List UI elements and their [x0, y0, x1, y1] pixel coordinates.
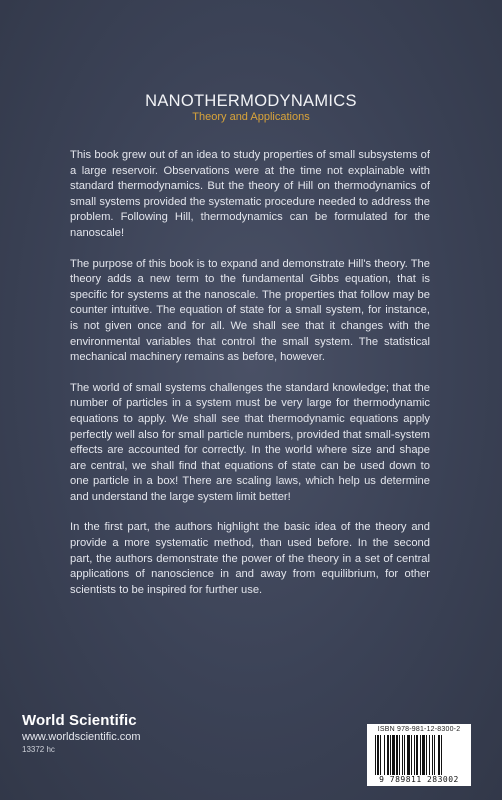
- publisher-url: www.worldscientific.com: [22, 731, 141, 743]
- book-title: NANOTHERMODYNAMICS: [145, 92, 357, 110]
- blurb-paragraph-2: The purpose of this book is to expand and demonstrate Hill's theory. The theory adds a new term to the fundamental Gibbs equation, that is specific for systems at the nanoscale. The properties that follow may be counter intuitive. The equation of state for a small system, for instance, is not given once and for all. We shall see that it changes with the environmental variables that control the small system. The statistical mechanical machinery remains as before, however.: [70, 257, 430, 364]
- barcode-label: [367, 724, 471, 786]
- isbn-text: ISBN 978-981-12-8300-2: [377, 726, 461, 733]
- blurb-paragraph-3: The world of small systems challenges the standard knowledge; that the number of particles in a system must be very large for thermodynamic equations to apply. We shall see that thermodynamic equations apply perfectly well also for small particle numbers, provided that small-system effects are accounted for correctly. In the world where size and shape are central, we shall find that equations of state can be used down to one particle in a box! There are scaling laws, which help us determine and understand the large system limit better!: [70, 381, 430, 503]
- barcode-icon: [375, 735, 465, 775]
- publisher-block: [22, 712, 141, 754]
- publisher-name: World Scientific: [22, 712, 137, 729]
- publisher-code: 13372 hc: [22, 745, 55, 754]
- blurb-text: [70, 148, 430, 613]
- ean-digits: 9 789811 283002: [379, 775, 459, 784]
- book-subtitle: Theory and Applications: [192, 111, 310, 123]
- blurb-paragraph-4: In the first part, the authors highlight the basic idea of the theory and provide a more systematic method, than used before. In the second part, the authors demonstrate the power of the theory in a set of central applications of nanoscience in and away from equilibrium, for other scientists to be inspired for further use.: [70, 521, 430, 596]
- blurb-paragraph-1: This book grew out of an idea to study properties of small subsystems of a large reservoir. Observations were at the time not explainable with standard thermodynamics. But the theory of Hill on thermodynamics of small systems provided the systematic procedure needed to address the problem. Following Hill, thermodynamics can be formulated for the nanoscale!: [70, 149, 430, 239]
